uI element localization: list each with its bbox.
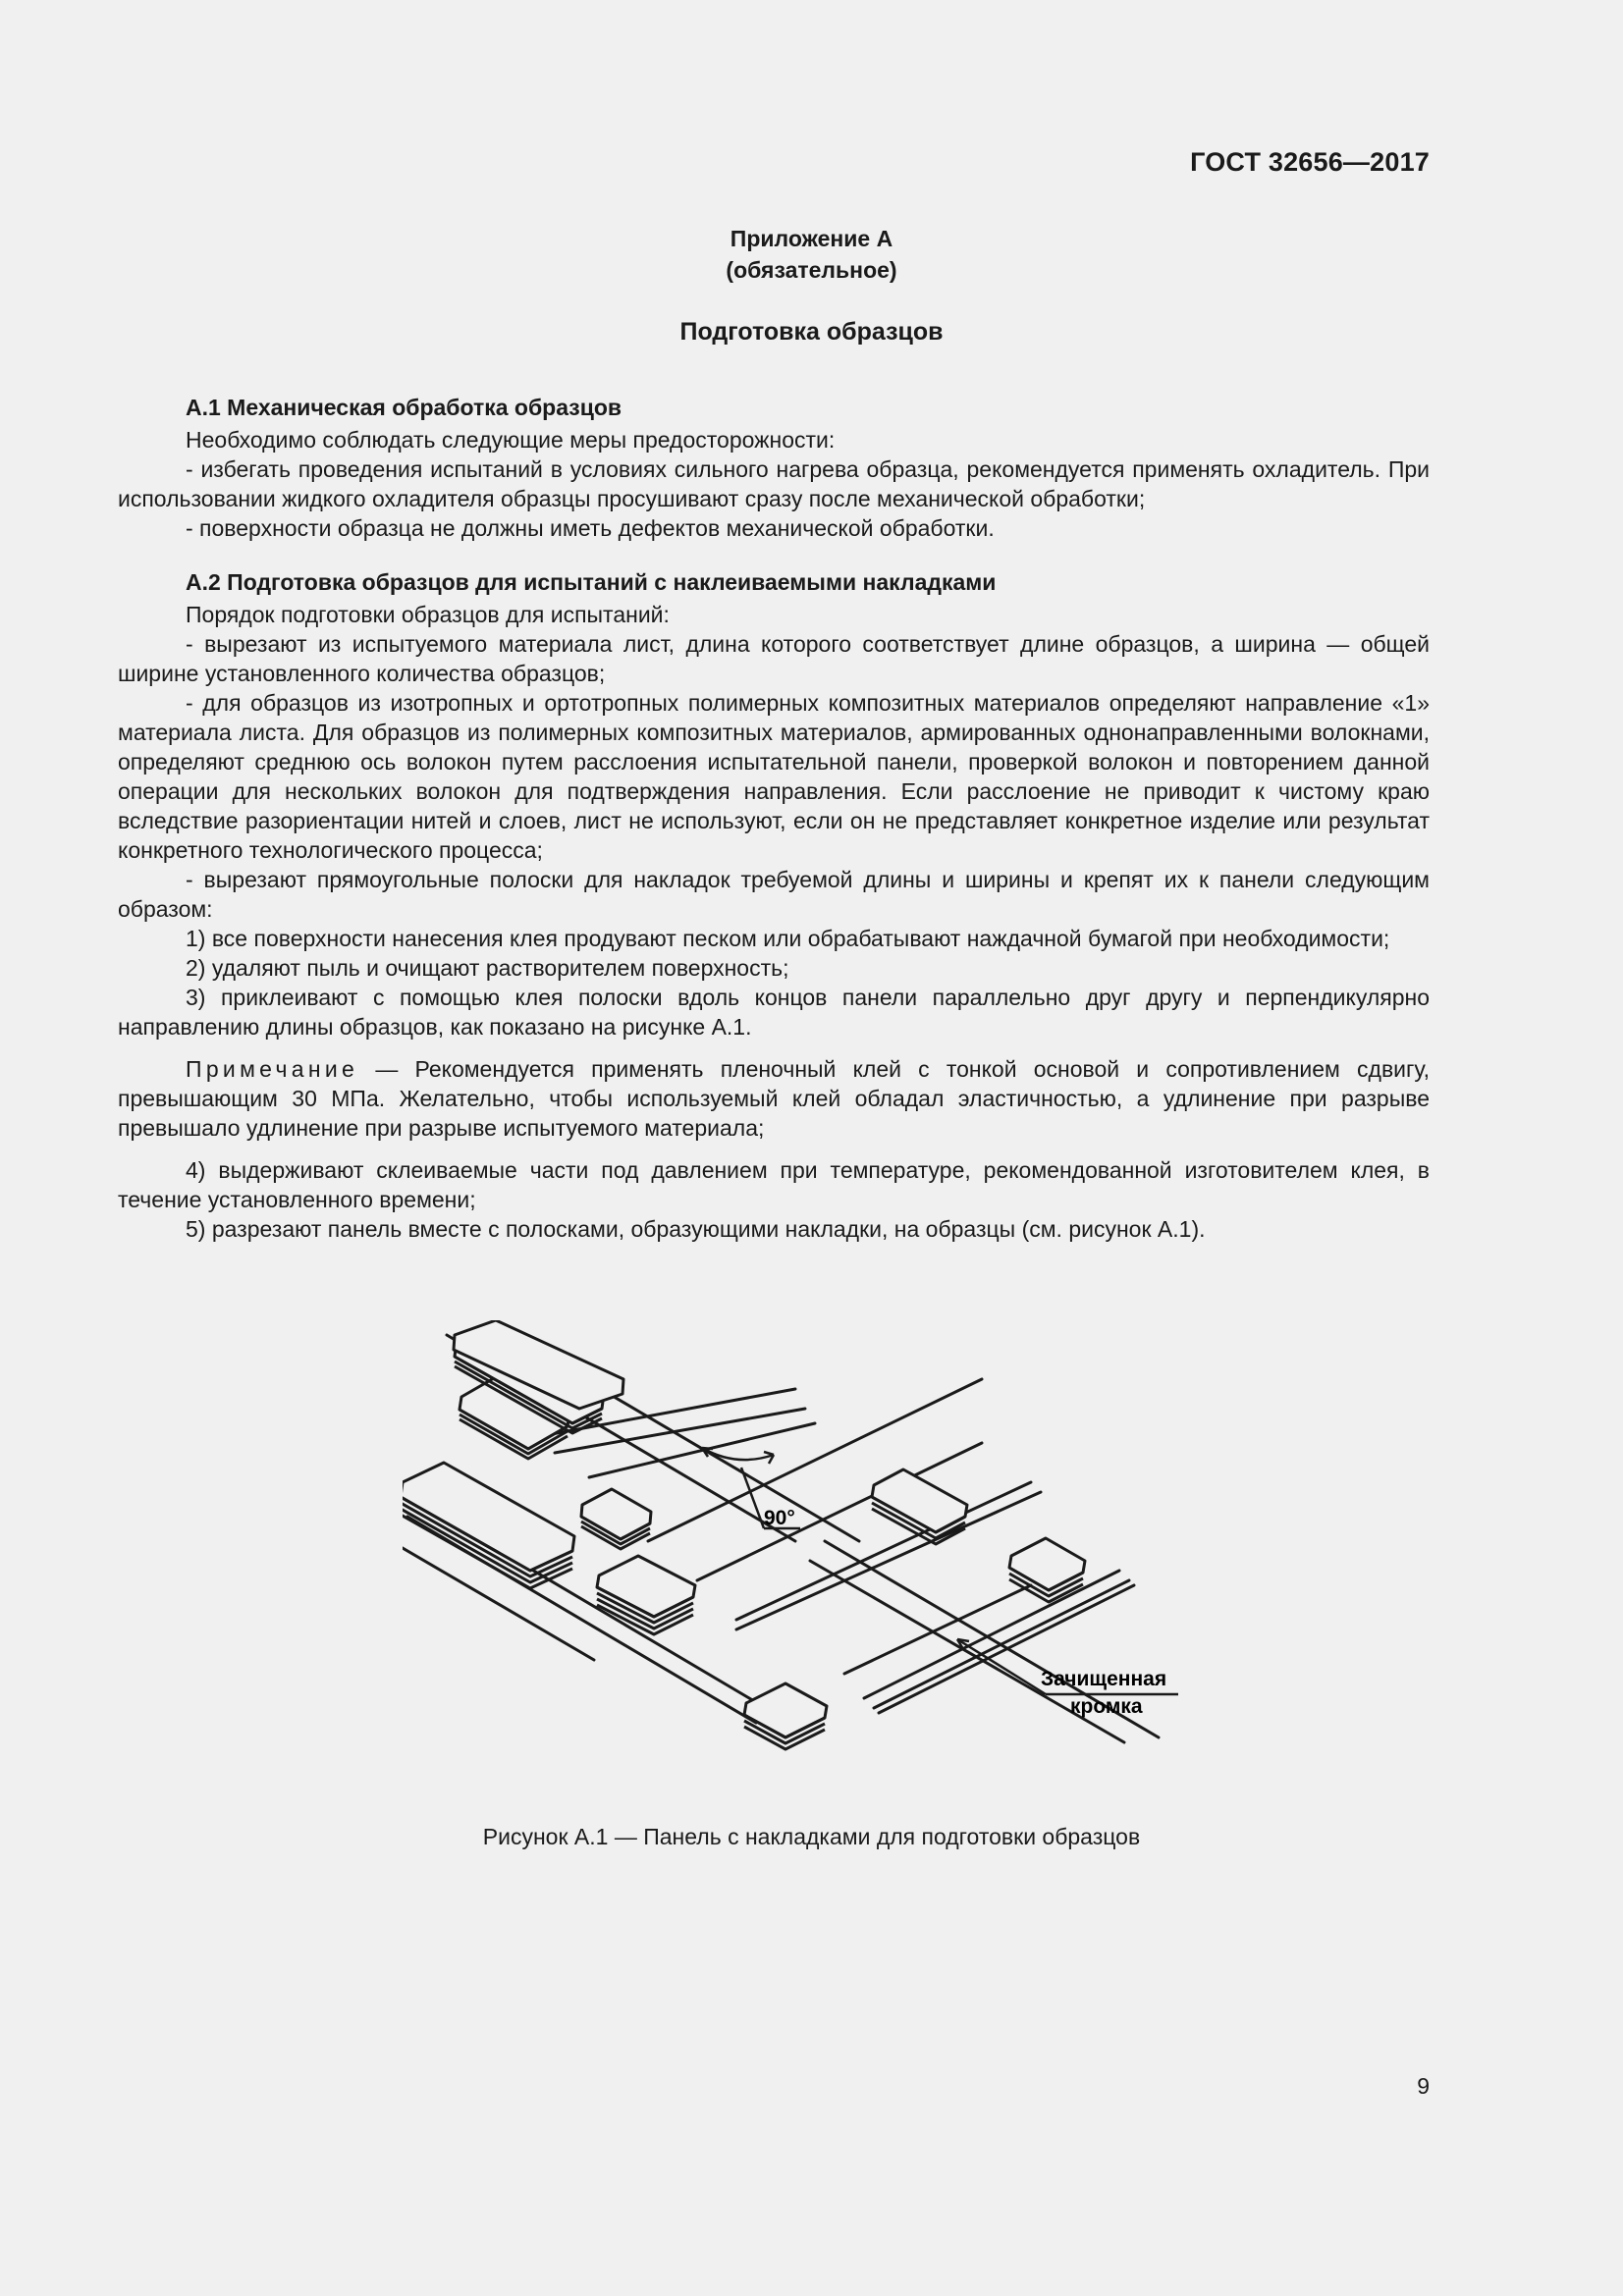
appendix-type: (обязательное) <box>726 257 897 283</box>
panel-edge-1b <box>555 1409 805 1453</box>
section-a1-item2: - поверхности образца не должны иметь дефектов механической обработки. <box>186 515 995 541</box>
tab-panel-left <box>403 1463 574 1588</box>
panel-edge-2 <box>589 1423 815 1477</box>
section-a2-step2: 2) удаляют пыль и очищают растворителем поверхность; <box>186 955 789 981</box>
edge-label-line1: Зачищенная <box>1041 1668 1167 1690</box>
section-a1-heading: А.1 Механическая обработка образцов <box>186 395 622 420</box>
section-a2-item1: - вырезают из испытуемого материала лист, длина которого соответствует длине образцов, а ширина — общей ширине установленного количества образцов; <box>118 631 1430 686</box>
section-a2-step4: 4) выдерживают склеиваемые части под давлением при температуре, рекомендованной изготовителем клея, в течение установленного времени; <box>118 1157 1430 1212</box>
edge-label-line2: кромка <box>1070 1695 1143 1718</box>
section-a2-item3: - вырезают прямоугольные полоски для накладок требуемой длины и ширины и крепят их к панели следующим образом: <box>118 867 1430 922</box>
note-text: — Рекомендуется применять пленочный клей с тонкой основой и сопротивлением сдвигу, превышающим 30 МПа. Желательно, чтобы используемый клей обладал эластичностью, а удлинение при разрыве превышало удлинение при разрыве испытуемого материала; <box>118 1056 1430 1141</box>
section-a2-intro: Порядок подготовки образцов для испытаний: <box>186 602 670 627</box>
section-a2 <box>118 567 1430 1244</box>
page-number: 9 <box>1417 2073 1430 2099</box>
section-a2-step1: 1) все поверхности нанесения клея продувают песком или обрабатывают наждачной бумагой при необходимости; <box>186 926 1390 951</box>
angle-label: 90° <box>764 1507 795 1529</box>
tab-top-right <box>581 1489 651 1549</box>
appendix-title: Приложение А <box>730 226 893 251</box>
section-a2-heading: А.2 Подготовка образцов для испытаний с наклеиваемыми накладками <box>186 569 997 595</box>
tab-panel-middle <box>597 1556 695 1634</box>
appendix-heading: Подготовка образцов <box>679 318 944 346</box>
section-a1-intro: Необходимо соблюдать следующие меры предосторожности: <box>186 427 836 453</box>
tab-panel-bottom <box>744 1683 827 1749</box>
note-label: Примечание <box>186 1056 359 1082</box>
section-a2-step3: 3) приклеивают с помощью клея полоски вдоль концов панели параллельно друг другу и перпендикулярно направлению длины образцов, как показано на рисунке А.1. <box>118 985 1430 1040</box>
section-a2-step5: 5) разрезают панель вместе с полосками, образующими накладки, на образцы (см. рисунок А.1). <box>186 1216 1206 1242</box>
figure-caption: Рисунок А.1 — Панель с накладками для подготовки образцов <box>482 1824 1141 1849</box>
standard-code: ГОСТ 32656—2017 <box>1190 147 1430 177</box>
note <box>118 1054 1430 1143</box>
panel-with-tabs-figure <box>403 1320 1208 1811</box>
section-a1-item1: - избегать проведения испытаний в условиях сильного нагрева образца, рекомендуется применять охладитель. При использовании жидкого охладителя образцы просушивают сразу после механической обработки; <box>118 456 1430 511</box>
section-a1 <box>118 393 1430 543</box>
section-a2-item2: - для образцов из изотропных и ортотропных полимерных композитных материалов определяют направление «1» материала листа. Для образцов из полимерных композитных материалов, армированных однонаправленными волокнами, определяют среднюю ось волокон путем расслоения испытательной панели, проверкой волокон и повторением данной операции для нескольких волокон для подтверждения направления. Если расслоение не приводит к чистому краю вследствие разориентации нитей и слоев, лист не используют, если он не представляет конкретное изделие или результат конкретного технологического процесса; <box>118 690 1430 863</box>
